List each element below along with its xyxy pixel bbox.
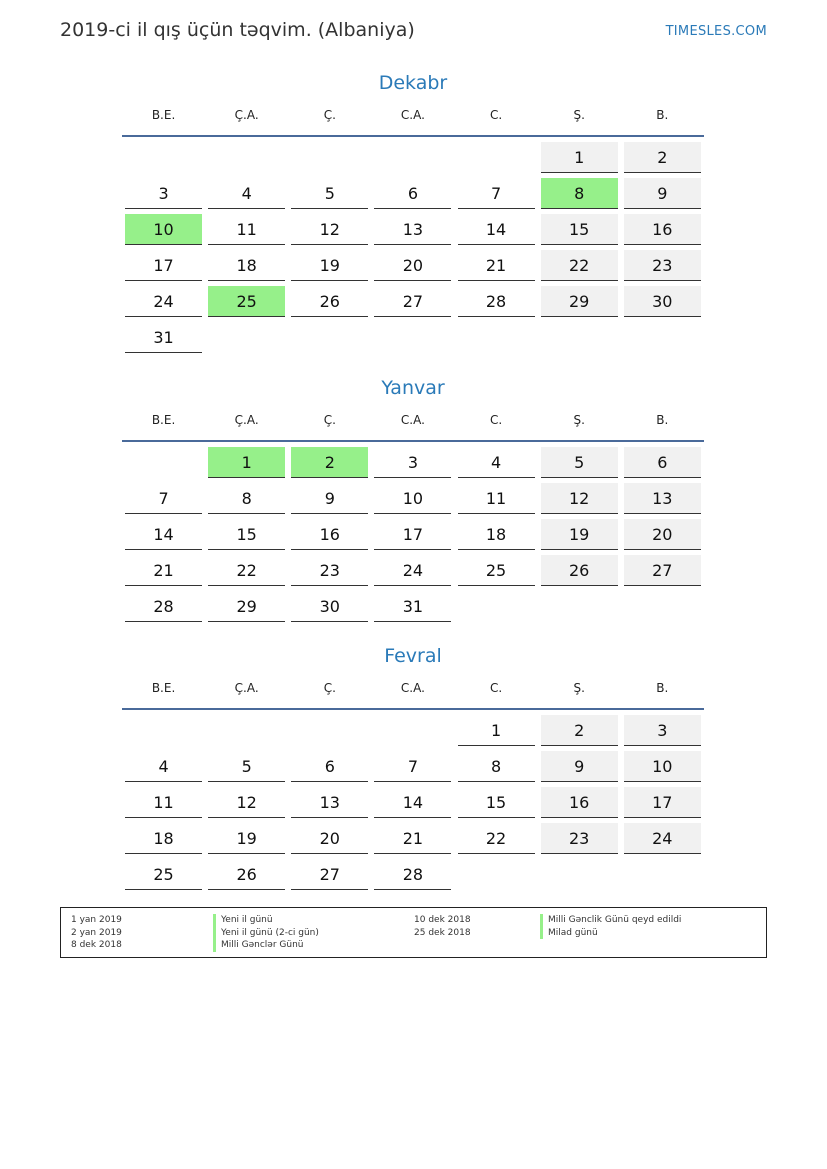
day-cell[interactable]: 11: [208, 214, 285, 245]
day-cell[interactable]: 31: [125, 322, 202, 353]
weekday-label: B.E.: [151, 681, 176, 695]
day-cell[interactable]: 12: [208, 787, 285, 818]
day-cell[interactable]: 5: [541, 447, 618, 478]
day-cell[interactable]: 13: [374, 214, 451, 245]
weekday-label: Ç.: [323, 681, 336, 695]
empty-cell: [374, 142, 451, 173]
day-cell[interactable]: 30: [291, 591, 368, 622]
month-name: Dekabr: [378, 72, 448, 94]
day-cell[interactable]: 10: [125, 214, 202, 245]
day-cell[interactable]: 8: [208, 483, 285, 514]
empty-cell: [291, 142, 368, 173]
weekday-header-row: [122, 106, 704, 137]
weekday-label: Ş.: [573, 413, 585, 427]
day-cell[interactable]: 31: [374, 591, 451, 622]
day-cell[interactable]: 12: [541, 483, 618, 514]
day-cell[interactable]: 13: [624, 483, 701, 514]
day-cell[interactable]: 8: [458, 751, 535, 782]
day-cell[interactable]: 3: [374, 447, 451, 478]
day-cell[interactable]: 18: [125, 823, 202, 854]
month-name: Yanvar: [381, 377, 445, 399]
day-cell[interactable]: 17: [374, 519, 451, 550]
day-cell[interactable]: 7: [125, 483, 202, 514]
day-cell[interactable]: 16: [541, 787, 618, 818]
week-row: [122, 857, 704, 893]
day-cell[interactable]: 28: [125, 591, 202, 622]
legend-date: 2 yan 2019: [71, 927, 122, 938]
day-cell[interactable]: 27: [624, 555, 701, 586]
day-cell[interactable]: 19: [208, 823, 285, 854]
day-cell[interactable]: 15: [541, 214, 618, 245]
day-cell[interactable]: 21: [125, 555, 202, 586]
day-cell[interactable]: 30: [624, 286, 701, 317]
day-cell[interactable]: 4: [208, 178, 285, 209]
week-row: [122, 284, 704, 320]
day-cell[interactable]: 10: [624, 751, 701, 782]
week-row: [122, 481, 704, 517]
day-cell[interactable]: 5: [291, 178, 368, 209]
day-cell[interactable]: 28: [458, 286, 535, 317]
empty-cell: [208, 715, 285, 746]
weekday-label: B.E.: [151, 413, 176, 427]
month-block: [122, 642, 704, 893]
legend-holiday-name: Milli Gənclər Günü: [213, 939, 319, 952]
day-cell[interactable]: 19: [541, 519, 618, 550]
day-cell[interactable]: 9: [291, 483, 368, 514]
legend-holiday-name: Yeni il günü (2-ci gün): [213, 927, 319, 940]
weekday-label: B.: [656, 108, 669, 122]
day-cell[interactable]: 9: [541, 751, 618, 782]
day-cell[interactable]: 2: [624, 142, 701, 173]
day-cell[interactable]: 15: [208, 519, 285, 550]
day-cell[interactable]: 5: [208, 751, 285, 782]
legend-holiday-name: Yeni il günü: [213, 914, 319, 927]
week-row: [122, 517, 704, 553]
month-block: [122, 69, 704, 356]
week-row: [122, 248, 704, 284]
day-cell[interactable]: 16: [624, 214, 701, 245]
brand-link[interactable]: TIMESLES.COM: [665, 24, 767, 39]
day-cell[interactable]: 14: [374, 787, 451, 818]
day-cell[interactable]: 26: [541, 555, 618, 586]
week-row: [122, 589, 704, 625]
week-row: [122, 713, 704, 749]
empty-cell: [624, 591, 701, 622]
weekday-label: C.A.: [400, 681, 425, 695]
day-cell[interactable]: 7: [458, 178, 535, 209]
week-row: [122, 821, 704, 857]
day-cell[interactable]: 25: [125, 859, 202, 890]
empty-cell: [458, 142, 535, 173]
empty-cell: [374, 715, 451, 746]
day-cell[interactable]: 21: [458, 250, 535, 281]
day-cell[interactable]: 24: [374, 555, 451, 586]
day-cell[interactable]: 23: [291, 555, 368, 586]
day-cell[interactable]: 6: [291, 751, 368, 782]
empty-cell: [125, 715, 202, 746]
day-cell[interactable]: 22: [208, 555, 285, 586]
day-cell[interactable]: 24: [624, 823, 701, 854]
weekday-label: C.A.: [400, 108, 425, 122]
week-row: [122, 553, 704, 589]
weekday-label: C.: [489, 681, 503, 695]
day-cell[interactable]: 19: [291, 250, 368, 281]
day-grid: [122, 442, 704, 625]
empty-cell: [208, 322, 285, 353]
empty-cell: [458, 322, 535, 353]
day-cell[interactable]: 1: [541, 142, 618, 173]
page-title: 2019-ci il qış üçün təqvim. (Albaniya): [60, 19, 415, 41]
empty-cell: [541, 859, 618, 890]
day-cell[interactable]: 2: [291, 447, 368, 478]
day-cell[interactable]: 7: [374, 751, 451, 782]
day-cell[interactable]: 11: [458, 483, 535, 514]
day-cell[interactable]: 18: [458, 519, 535, 550]
week-row: [122, 785, 704, 821]
day-cell[interactable]: 3: [624, 715, 701, 746]
day-cell[interactable]: 18: [208, 250, 285, 281]
day-cell[interactable]: 17: [125, 250, 202, 281]
day-cell[interactable]: 20: [291, 823, 368, 854]
legend-date: 25 dek 2018: [414, 927, 471, 938]
empty-cell: [458, 591, 535, 622]
day-cell[interactable]: 26: [208, 859, 285, 890]
day-cell[interactable]: 26: [291, 286, 368, 317]
day-cell[interactable]: 14: [125, 519, 202, 550]
day-cell[interactable]: 3: [125, 178, 202, 209]
day-cell[interactable]: 22: [541, 250, 618, 281]
month-name: Fevral: [384, 645, 442, 667]
day-cell[interactable]: 28: [374, 859, 451, 890]
empty-cell: [541, 591, 618, 622]
day-cell[interactable]: 25: [208, 286, 285, 317]
month-block: [122, 374, 704, 625]
weekday-header-row: [122, 679, 704, 710]
day-cell[interactable]: 2: [541, 715, 618, 746]
legend-holiday-name: Milad günü: [540, 927, 681, 940]
legend-holiday-name: Milli Gənclik Günü qeyd edildi: [540, 914, 681, 927]
day-grid: [122, 710, 704, 893]
legend-names-left: [213, 914, 319, 952]
day-cell[interactable]: 24: [125, 286, 202, 317]
day-cell[interactable]: 13: [291, 787, 368, 818]
day-cell[interactable]: 4: [458, 447, 535, 478]
day-grid: [122, 137, 704, 356]
day-cell[interactable]: 1: [208, 447, 285, 478]
weekday-label: Ş.: [573, 681, 585, 695]
day-cell[interactable]: 9: [624, 178, 701, 209]
holiday-legend: [60, 907, 767, 958]
day-cell[interactable]: 29: [208, 591, 285, 622]
weekday-label: C.: [489, 413, 503, 427]
day-cell[interactable]: 20: [624, 519, 701, 550]
legend-date: 10 dek 2018: [414, 915, 471, 925]
day-cell[interactable]: 8: [541, 178, 618, 209]
week-row: [122, 749, 704, 785]
legend-date: 8 dek 2018: [71, 940, 122, 950]
day-cell[interactable]: 23: [541, 823, 618, 854]
day-cell[interactable]: 14: [458, 214, 535, 245]
day-cell[interactable]: 15: [458, 787, 535, 818]
weekday-label: Ç.A.: [234, 681, 259, 695]
empty-cell: [291, 715, 368, 746]
day-cell[interactable]: 6: [374, 178, 451, 209]
week-row: [122, 320, 704, 356]
weekday-label: Ç.A.: [234, 413, 259, 427]
day-cell[interactable]: 17: [624, 787, 701, 818]
day-cell[interactable]: 27: [374, 286, 451, 317]
weekday-header-row: [122, 411, 704, 442]
week-row: [122, 176, 704, 212]
day-cell[interactable]: 25: [458, 555, 535, 586]
legend-dates-left: [71, 914, 122, 952]
empty-cell: [125, 447, 202, 478]
day-cell[interactable]: 21: [374, 823, 451, 854]
day-cell[interactable]: 23: [624, 250, 701, 281]
weekday-label: B.: [656, 681, 669, 695]
empty-cell: [291, 322, 368, 353]
weekday-label: B.E.: [151, 108, 176, 122]
day-cell[interactable]: 29: [541, 286, 618, 317]
empty-cell: [624, 859, 701, 890]
day-cell[interactable]: 6: [624, 447, 701, 478]
legend-names-right: [540, 914, 681, 939]
day-cell[interactable]: 20: [374, 250, 451, 281]
empty-cell: [125, 142, 202, 173]
week-row: [122, 140, 704, 176]
weekday-label: Ç.A.: [234, 108, 259, 122]
day-cell[interactable]: 1: [458, 715, 535, 746]
week-row: [122, 445, 704, 481]
empty-cell: [458, 859, 535, 890]
day-cell[interactable]: 16: [291, 519, 368, 550]
day-cell[interactable]: 12: [291, 214, 368, 245]
day-cell[interactable]: 27: [291, 859, 368, 890]
legend-dates-right: [414, 914, 471, 939]
empty-cell: [624, 322, 701, 353]
weekday-label: Ş.: [573, 108, 585, 122]
weekday-label: C.: [489, 108, 503, 122]
empty-cell: [541, 322, 618, 353]
week-row: [122, 212, 704, 248]
day-cell[interactable]: 22: [458, 823, 535, 854]
empty-cell: [374, 322, 451, 353]
legend-date: 1 yan 2019: [71, 915, 122, 925]
weekday-label: Ç.: [323, 413, 336, 427]
day-cell[interactable]: 10: [374, 483, 451, 514]
weekday-label: B.: [656, 413, 669, 427]
day-cell[interactable]: 11: [125, 787, 202, 818]
weekday-label: C.A.: [400, 413, 425, 427]
weekday-label: Ç.: [323, 108, 336, 122]
day-cell[interactable]: 4: [125, 751, 202, 782]
empty-cell: [208, 142, 285, 173]
